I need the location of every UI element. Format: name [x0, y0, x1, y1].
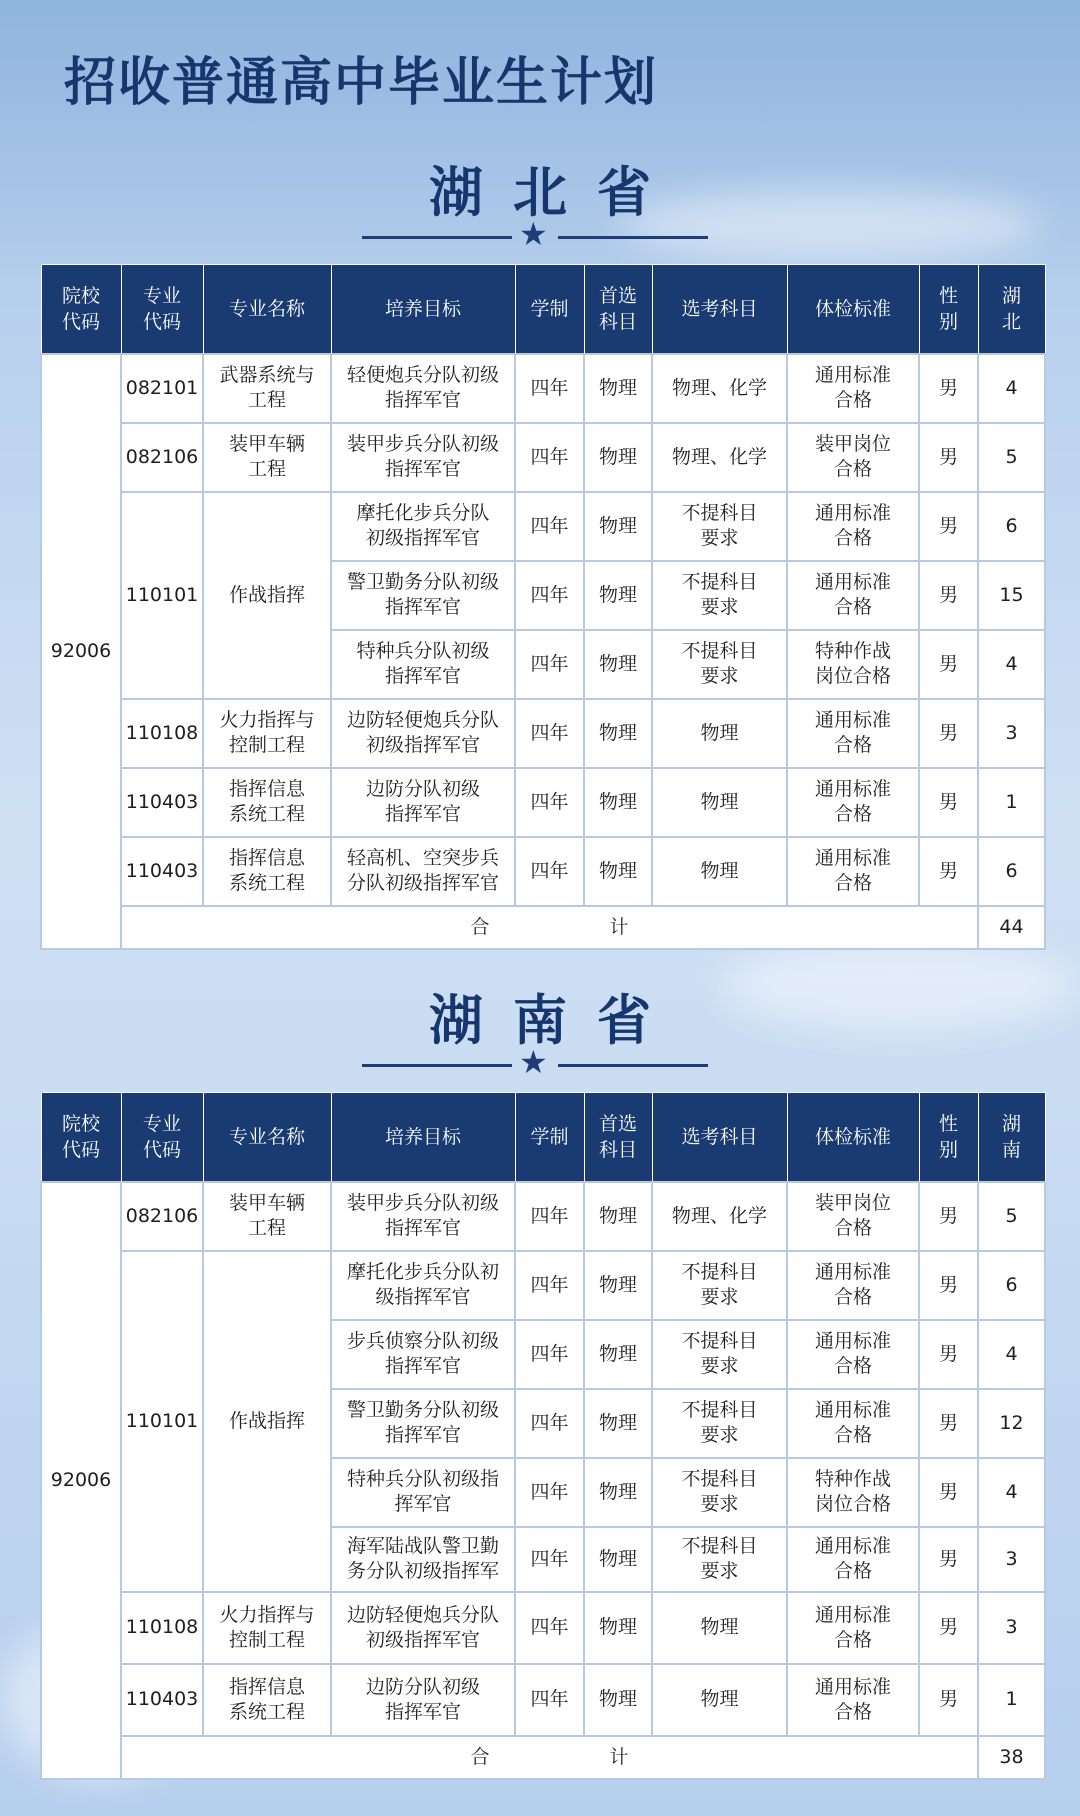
- gender-cell: 男: [919, 1527, 978, 1592]
- quota-cell: 6: [978, 1251, 1045, 1320]
- table-row: [41, 699, 1045, 768]
- table-row: [41, 423, 1045, 492]
- duration-cell: 四年: [515, 699, 584, 768]
- quota-cell: 3: [978, 1592, 1045, 1664]
- star-icon: ★: [519, 215, 548, 253]
- gender-cell: 男: [919, 354, 978, 423]
- table-header-row: [41, 265, 1045, 354]
- major-name-header: 专业名称: [203, 265, 331, 354]
- goal-cell: 摩托化步兵分队 初级指挥军官: [331, 492, 515, 561]
- major-code-cell: 110108: [121, 699, 203, 768]
- major-code-header: 专业 代码: [121, 265, 203, 354]
- major-name-cell: 火力指挥与 控制工程: [203, 1592, 331, 1664]
- major-code-cell: 110403: [121, 1664, 203, 1736]
- quota-cell: 4: [978, 630, 1045, 699]
- quota-cell: 3: [978, 1527, 1045, 1592]
- gender-cell: 男: [919, 423, 978, 492]
- elective-cell: 物理: [652, 1592, 787, 1664]
- elective-cell: 不提科目 要求: [652, 492, 787, 561]
- physical-cell: 通用标准 合格: [787, 768, 919, 837]
- school-code-cell: 92006: [41, 1182, 121, 1779]
- table-header-row: [41, 1093, 1045, 1182]
- first-subject-cell: 物理: [584, 630, 652, 699]
- duration-cell: 四年: [515, 561, 584, 630]
- hunan-plan-table: [40, 1092, 1046, 1780]
- gender-cell: 男: [919, 1320, 978, 1389]
- first-subject-cell: 物理: [584, 1592, 652, 1664]
- first-subject-cell: 物理: [584, 1389, 652, 1458]
- goal-cell: 边防分队初级 指挥军官: [331, 768, 515, 837]
- gender-cell: 男: [919, 492, 978, 561]
- elective-cell: 不提科目 要求: [652, 561, 787, 630]
- star-icon: ★: [519, 1043, 548, 1081]
- school-code-cell: 92006: [41, 354, 121, 949]
- elective-cell: 物理: [652, 837, 787, 906]
- gender-cell: 男: [919, 1458, 978, 1527]
- physical-cell: 通用标准 合格: [787, 561, 919, 630]
- elective-cell: 不提科目 要求: [652, 1458, 787, 1527]
- goal-cell: 步兵侦察分队初级 指挥军官: [331, 1320, 515, 1389]
- elective-cell: 物理、化学: [652, 423, 787, 492]
- gender-cell: 男: [919, 699, 978, 768]
- gender-cell: 男: [919, 1251, 978, 1320]
- gender-header: 性 别: [919, 265, 978, 354]
- duration-header: 学制: [515, 1093, 584, 1182]
- duration-cell: 四年: [515, 492, 584, 561]
- physical-cell: 通用标准 合格: [787, 1664, 919, 1736]
- physical-cell: 通用标准 合格: [787, 1320, 919, 1389]
- province-title-hunan: 湖南省: [429, 988, 681, 1052]
- elective-cell: 不提科目 要求: [652, 1251, 787, 1320]
- total-value: 38: [978, 1736, 1045, 1779]
- elective-cell: 物理: [652, 1664, 787, 1736]
- first-subject-cell: 物理: [584, 1527, 652, 1592]
- elective-header: 选考科目: [652, 265, 787, 354]
- elective-header: 选考科目: [652, 1093, 787, 1182]
- major-name-cell: 指挥信息 系统工程: [203, 768, 331, 837]
- quota-cell: 5: [978, 1182, 1045, 1251]
- duration-cell: 四年: [515, 1251, 584, 1320]
- major-name-header: 专业名称: [203, 1093, 331, 1182]
- first-subject-header: 首选 科目: [584, 1093, 652, 1182]
- gender-cell: 男: [919, 630, 978, 699]
- goal-cell: 海军陆战队警卫勤 务分队初级指挥军: [331, 1527, 515, 1592]
- elective-cell: 物理: [652, 768, 787, 837]
- goal-cell: 警卫勤务分队初级 指挥军官: [331, 561, 515, 630]
- quota-cell: 5: [978, 423, 1045, 492]
- total-row: [41, 1736, 1045, 1779]
- total-value: 44: [978, 906, 1045, 949]
- goal-cell: 边防分队初级 指挥军官: [331, 1664, 515, 1736]
- goal-cell: 边防轻便炮兵分队 初级指挥军官: [331, 1592, 515, 1664]
- physical-cell: 通用标准 合格: [787, 1592, 919, 1664]
- goal-cell: 警卫勤务分队初级 指挥军官: [331, 1389, 515, 1458]
- first-subject-cell: 物理: [584, 1251, 652, 1320]
- quota-cell: 6: [978, 492, 1045, 561]
- province-title-hubei: 湖北省: [429, 160, 681, 224]
- first-subject-cell: 物理: [584, 768, 652, 837]
- hubei-plan-table: [40, 264, 1046, 950]
- first-subject-cell: 物理: [584, 699, 652, 768]
- gender-cell: 男: [919, 1664, 978, 1736]
- quota-cell: 3: [978, 699, 1045, 768]
- table-row: [41, 492, 1045, 561]
- elective-cell: 不提科目 要求: [652, 630, 787, 699]
- first-subject-cell: 物理: [584, 837, 652, 906]
- major-name-cell: 装甲车辆 工程: [203, 1182, 331, 1251]
- elective-cell: 不提科目 要求: [652, 1320, 787, 1389]
- duration-cell: 四年: [515, 1389, 584, 1458]
- duration-cell: 四年: [515, 1458, 584, 1527]
- major-code-header: 专业 代码: [121, 1093, 203, 1182]
- physical-cell: 通用标准 合格: [787, 699, 919, 768]
- section-divider: [362, 1043, 708, 1081]
- major-code-cell: 110403: [121, 768, 203, 837]
- first-subject-cell: 物理: [584, 1664, 652, 1736]
- table-row: [41, 354, 1045, 423]
- quota-cell: 1: [978, 1664, 1045, 1736]
- physical-cell: 通用标准 合格: [787, 1527, 919, 1592]
- major-code-cell: 110101: [121, 492, 203, 699]
- duration-cell: 四年: [515, 354, 584, 423]
- duration-cell: 四年: [515, 1592, 584, 1664]
- goal-cell: 装甲步兵分队初级 指挥军官: [331, 423, 515, 492]
- first-subject-header: 首选 科目: [584, 265, 652, 354]
- goal-cell: 摩托化步兵分队初 级指挥军官: [331, 1251, 515, 1320]
- duration-cell: 四年: [515, 1664, 584, 1736]
- table-row: [41, 1664, 1045, 1736]
- total-label: 合计: [121, 1736, 978, 1779]
- goal-cell: 装甲步兵分队初级 指挥军官: [331, 1182, 515, 1251]
- elective-cell: 不提科目 要求: [652, 1389, 787, 1458]
- goal-cell: 轻便炮兵分队初级 指挥军官: [331, 354, 515, 423]
- quota-cell: 15: [978, 561, 1045, 630]
- quota-header: 湖 南: [978, 1093, 1045, 1182]
- duration-cell: 四年: [515, 423, 584, 492]
- major-code-cell: 082106: [121, 423, 203, 492]
- physical-cell: 特种作战 岗位合格: [787, 1458, 919, 1527]
- first-subject-cell: 物理: [584, 354, 652, 423]
- major-code-cell: 082101: [121, 354, 203, 423]
- major-code-cell: 110403: [121, 837, 203, 906]
- physical-cell: 通用标准 合格: [787, 1251, 919, 1320]
- duration-cell: 四年: [515, 1182, 584, 1251]
- duration-cell: 四年: [515, 630, 584, 699]
- school-code-header: 院校 代码: [41, 265, 121, 354]
- goal-cell: 特种兵分队初级指 挥军官: [331, 1458, 515, 1527]
- school-code-header: 院校 代码: [41, 1093, 121, 1182]
- physical-cell: 通用标准 合格: [787, 492, 919, 561]
- quota-cell: 4: [978, 354, 1045, 423]
- goal-cell: 特种兵分队初级 指挥军官: [331, 630, 515, 699]
- page-title: 招收普通高中毕业生计划: [64, 52, 659, 113]
- physical-cell: 通用标准 合格: [787, 354, 919, 423]
- goal-header: 培养目标: [331, 265, 515, 354]
- first-subject-cell: 物理: [584, 1458, 652, 1527]
- elective-cell: 不提科目 要求: [652, 1527, 787, 1592]
- quota-cell: 4: [978, 1320, 1045, 1389]
- first-subject-cell: 物理: [584, 1182, 652, 1251]
- gender-cell: 男: [919, 1592, 978, 1664]
- physical-cell: 装甲岗位 合格: [787, 423, 919, 492]
- table-row: [41, 1251, 1045, 1320]
- physical-header: 体检标准: [787, 1093, 919, 1182]
- gender-cell: 男: [919, 837, 978, 906]
- duration-cell: 四年: [515, 768, 584, 837]
- major-name-cell: 指挥信息 系统工程: [203, 837, 331, 906]
- goal-header: 培养目标: [331, 1093, 515, 1182]
- duration-cell: 四年: [515, 1320, 584, 1389]
- elective-cell: 物理、化学: [652, 354, 787, 423]
- first-subject-cell: 物理: [584, 561, 652, 630]
- total-row: [41, 906, 1045, 949]
- physical-cell: 通用标准 合格: [787, 1389, 919, 1458]
- first-subject-cell: 物理: [584, 423, 652, 492]
- quota-cell: 1: [978, 768, 1045, 837]
- table-row: [41, 837, 1045, 906]
- goal-cell: 边防轻便炮兵分队 初级指挥军官: [331, 699, 515, 768]
- first-subject-cell: 物理: [584, 492, 652, 561]
- major-name-cell: 装甲车辆 工程: [203, 423, 331, 492]
- major-code-cell: 082106: [121, 1182, 203, 1251]
- major-code-cell: 110108: [121, 1592, 203, 1664]
- major-name-cell: 指挥信息 系统工程: [203, 1664, 331, 1736]
- elective-cell: 物理、化学: [652, 1182, 787, 1251]
- table-row: [41, 768, 1045, 837]
- duration-cell: 四年: [515, 837, 584, 906]
- table-row: [41, 1592, 1045, 1664]
- gender-cell: 男: [919, 561, 978, 630]
- quota-cell: 4: [978, 1458, 1045, 1527]
- goal-cell: 轻高机、空突步兵 分队初级指挥军官: [331, 837, 515, 906]
- gender-cell: 男: [919, 1182, 978, 1251]
- gender-cell: 男: [919, 1389, 978, 1458]
- first-subject-cell: 物理: [584, 1320, 652, 1389]
- major-code-cell: 110101: [121, 1251, 203, 1592]
- quota-cell: 6: [978, 837, 1045, 906]
- quota-header: 湖 北: [978, 265, 1045, 354]
- physical-header: 体检标准: [787, 265, 919, 354]
- major-name-cell: 武器系统与 工程: [203, 354, 331, 423]
- duration-cell: 四年: [515, 1527, 584, 1592]
- gender-cell: 男: [919, 768, 978, 837]
- total-label: 合计: [121, 906, 978, 949]
- physical-cell: 特种作战 岗位合格: [787, 630, 919, 699]
- quota-cell: 12: [978, 1389, 1045, 1458]
- physical-cell: 通用标准 合格: [787, 837, 919, 906]
- elective-cell: 物理: [652, 699, 787, 768]
- major-name-cell: 作战指挥: [203, 1251, 331, 1592]
- physical-cell: 装甲岗位 合格: [787, 1182, 919, 1251]
- section-divider: [362, 215, 708, 253]
- table-row: [41, 1182, 1045, 1251]
- major-name-cell: 火力指挥与 控制工程: [203, 699, 331, 768]
- major-name-cell: 作战指挥: [203, 492, 331, 699]
- gender-header: 性 别: [919, 1093, 978, 1182]
- duration-header: 学制: [515, 265, 584, 354]
